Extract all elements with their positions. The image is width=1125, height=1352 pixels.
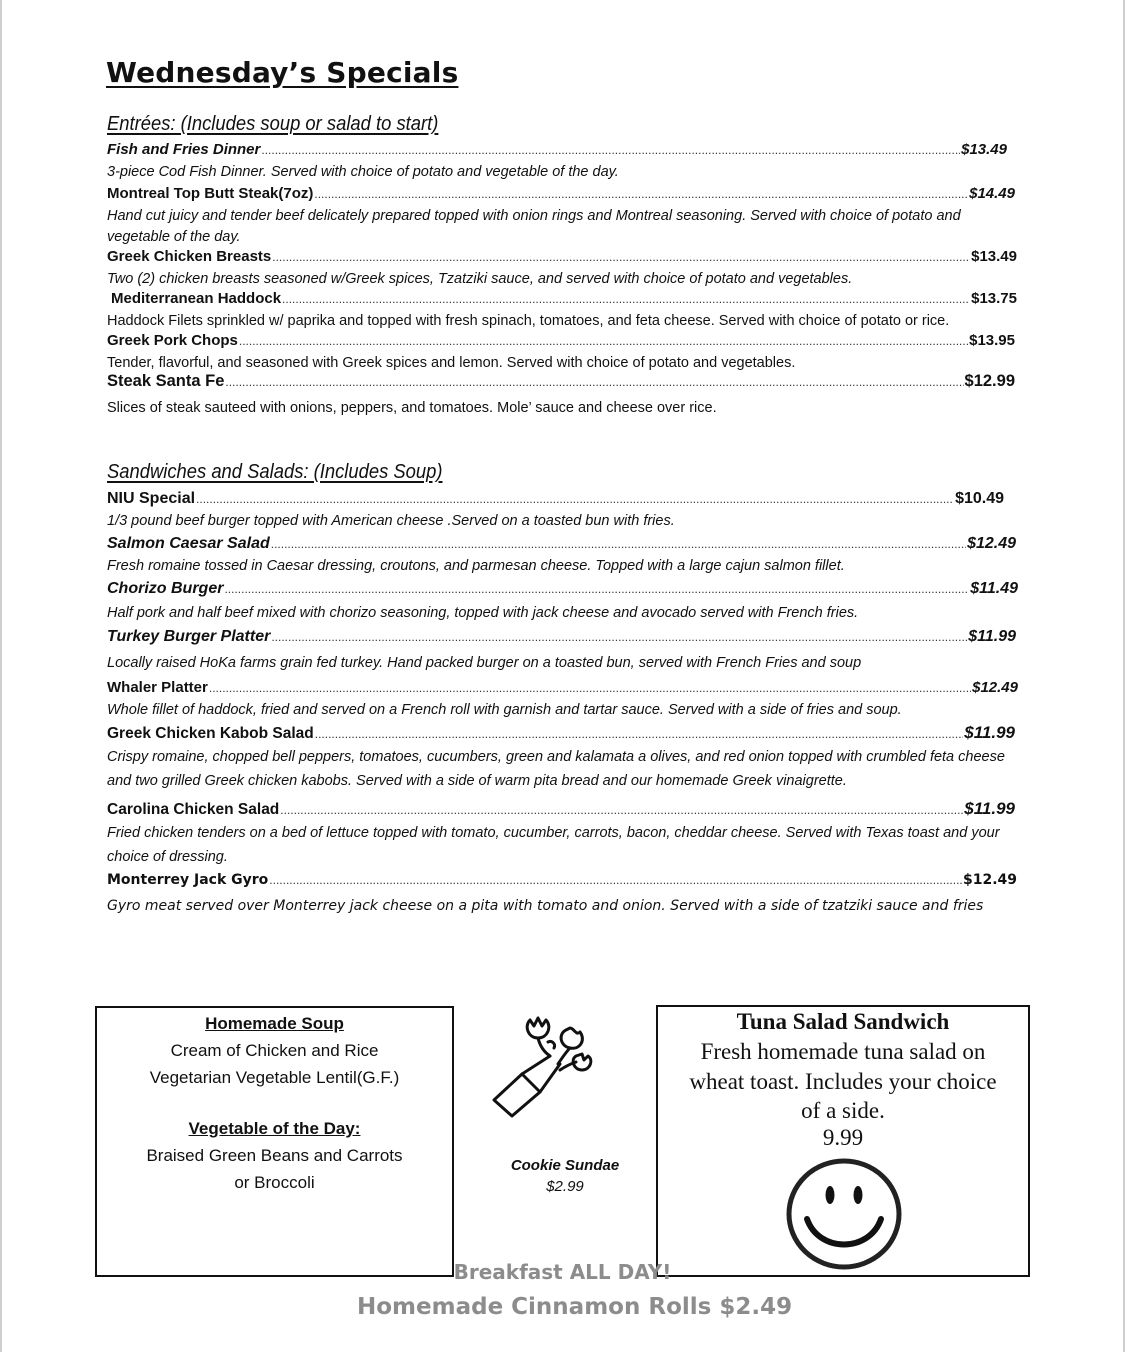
menu-item-fish-and-fries xyxy=(107,141,1007,183)
menu-item-niu-special xyxy=(107,490,1004,532)
item-description: Locally raised HoKa farms grain fed turkey. Hand packed burger on a toasted bun, served with French Fries and soup xyxy=(107,655,862,671)
item-price: $13.49 xyxy=(971,248,1017,265)
vegetable-line: Braised Green Beans and Carrots xyxy=(146,1146,403,1165)
leader-dots xyxy=(271,537,966,551)
leader-dots xyxy=(261,143,960,157)
item-name: Fish and Fries Dinner xyxy=(107,141,261,158)
item-name: Greek Pork Chops xyxy=(107,332,238,349)
menu-item-greek-chicken xyxy=(107,248,1017,290)
item-name: Carolina Chicken Salad xyxy=(107,801,280,818)
leader-dots xyxy=(282,292,970,306)
menu-item-monterrey-gyro xyxy=(107,872,1017,920)
soup-item: Vegetarian Vegetable Lentil(G.F.) xyxy=(149,1068,400,1087)
menu-item-turkey-burger xyxy=(107,628,1016,674)
item-description: Slices of steak sauteed with onions, peppers, and tomatoes. Mole’ sauce and cheese over rice. xyxy=(107,400,717,416)
menu-item-chorizo-burger xyxy=(107,580,1018,624)
flower-bouquet-icon xyxy=(490,1012,605,1122)
item-price: $10.49 xyxy=(955,490,1004,507)
entrees-heading: Entrées: (Includes soup or salad to start) xyxy=(107,113,439,135)
item-price: $13.49 xyxy=(961,141,1007,158)
item-name: Mediterranean Haddock xyxy=(111,290,282,307)
item-description: 1/3 pound beef burger topped with American cheese .Served on a toasted bun with fries. xyxy=(107,513,675,529)
item-name: Turkey Burger Platter xyxy=(107,628,271,645)
leader-dots xyxy=(271,630,967,644)
item-price: $12.49 xyxy=(967,535,1016,552)
tuna-description-line: wheat toast. Includes your choice xyxy=(689,1069,997,1094)
item-description: Haddock Filets sprinkled w/ paprika and topped with fresh spinach, tomatoes, and feta cheese. Served with choice of potato or rice. xyxy=(107,313,950,329)
leader-dots xyxy=(269,873,962,887)
item-price: $14.49 xyxy=(969,185,1015,202)
item-price: $11.99 xyxy=(968,628,1016,645)
vegetable-line: or Broccoli xyxy=(234,1173,315,1192)
item-name: Whaler Platter xyxy=(107,679,208,696)
menu-item-salmon-caesar xyxy=(107,535,1016,577)
tuna-description-line: Fresh homemade tuna salad on xyxy=(700,1039,986,1064)
item-name: Steak Santa Fe xyxy=(107,372,225,390)
item-description: Half pork and half beef mixed with chorizo seasoning, topped with jack cheese and avocado served with French fries. xyxy=(107,605,859,621)
item-price: $12.49 xyxy=(972,679,1018,696)
menu-item-mediterranean-haddock xyxy=(107,290,1017,332)
cookie-sundae xyxy=(500,1155,630,1197)
footer-cinnamon-rolls: Homemade Cinnamon Rolls $2.49 xyxy=(357,1294,793,1320)
item-description: 3-piece Cod Fish Dinner. Served with choice of potato and vegetable of the day. xyxy=(107,164,619,180)
item-name: NIU Special xyxy=(107,490,196,507)
leader-dots xyxy=(209,681,971,695)
page-left-edge xyxy=(0,0,2,1352)
leader-dots xyxy=(314,187,968,201)
item-name: Monterrey Jack Gyro xyxy=(107,872,269,888)
item-description: Fried chicken tenders on a bed of lettuce topped with tomato, cucumber, carrots, bacon, cheddar cheese. Served with Texas toast and your choice of dressing. xyxy=(107,825,1000,865)
cookie-sundae-price: $2.99 xyxy=(546,1178,584,1195)
sandwiches-heading: Sandwiches and Salads: (Includes Soup) xyxy=(107,461,443,483)
leader-dots xyxy=(239,334,968,348)
item-price: $13.75 xyxy=(971,290,1017,307)
menu-item-montreal-steak xyxy=(107,185,1015,248)
tuna-heading: Tuna Salad Sandwich xyxy=(736,1009,950,1034)
item-name: Montreal Top Butt Steak(7oz) xyxy=(107,185,314,202)
item-name: Chorizo Burger xyxy=(107,580,224,597)
menu-item-whaler-platter xyxy=(107,679,1018,721)
item-description: Whole fillet of haddock, fried and served on a French roll with garnish and tartar sauce. Served with a side of fries and soup. xyxy=(107,702,902,718)
item-price: $12.99 xyxy=(964,372,1015,390)
item-name: Greek Chicken Breasts xyxy=(107,248,272,265)
soup-heading: Homemade Soup xyxy=(205,1014,344,1033)
item-price: $11.99 xyxy=(964,799,1015,818)
item-description: Hand cut juicy and tender beef delicately prepared topped with onion rings and Montreal seasoning. Served with choice of potato and vegetable of the day. xyxy=(107,208,961,245)
leader-dots xyxy=(315,727,964,741)
item-name: Greek Chicken Kabob Salad xyxy=(107,725,314,742)
vegetable-heading: Vegetable of the Day: xyxy=(188,1119,361,1138)
leader-dots xyxy=(224,582,969,596)
item-price: $11.49 xyxy=(970,580,1018,597)
footer-breakfast: Breakfast ALL DAY! xyxy=(453,1260,672,1284)
menu-item-carolina-chicken xyxy=(107,799,1015,869)
tuna-description-line: of a side. xyxy=(801,1098,885,1123)
soup-box xyxy=(95,1006,454,1277)
item-price: $13.95 xyxy=(969,332,1015,349)
menu-item-greek-kabob-salad xyxy=(107,723,1015,793)
tuna-price: 9.99 xyxy=(822,1125,864,1150)
item-description: Fresh romaine tossed in Caesar dressing, croutons, and parmesan cheese. Topped with a large cajun salmon fillet. xyxy=(107,558,845,574)
menu-item-greek-pork-chops xyxy=(107,332,1015,374)
page-title: Wednesday’s Specials xyxy=(106,56,459,89)
item-price: $11.99 xyxy=(964,723,1015,742)
leader-dots xyxy=(225,375,963,389)
leader-dots xyxy=(280,803,963,817)
smiley-face-icon xyxy=(785,1157,903,1271)
item-price: $12.49 xyxy=(962,872,1017,888)
item-description: Crispy romaine, chopped bell peppers, tomatoes, cucumbers, green and kalamata a olives, and red onion topped with crumbled feta cheese and two grilled Greek chicken kabobs. Served with a side of warm pita bread and our homemade Greek vinaigrette. xyxy=(107,749,1005,789)
cookie-sundae-name: Cookie Sundae xyxy=(510,1157,620,1174)
leader-dots xyxy=(196,492,954,506)
item-name: Salmon Caesar Salad xyxy=(107,535,270,552)
menu-item-steak-santa-fe xyxy=(107,372,1015,419)
soup-item: Cream of Chicken and Rice xyxy=(170,1041,379,1060)
item-description: Tender, flavorful, and seasoned with Greek spices and lemon. Served with choice of potato and vegetables. xyxy=(107,355,796,371)
leader-dots xyxy=(272,250,970,264)
item-description: Gyro meat served over Monterrey jack cheese on a pita with tomato and onion. Served with a side of tzatziki sauce and fries xyxy=(107,898,984,914)
item-description: Two (2) chicken breasts seasoned w/Greek spices, Tzatziki sauce, and served with choice of potato and vegetables. xyxy=(107,271,853,287)
